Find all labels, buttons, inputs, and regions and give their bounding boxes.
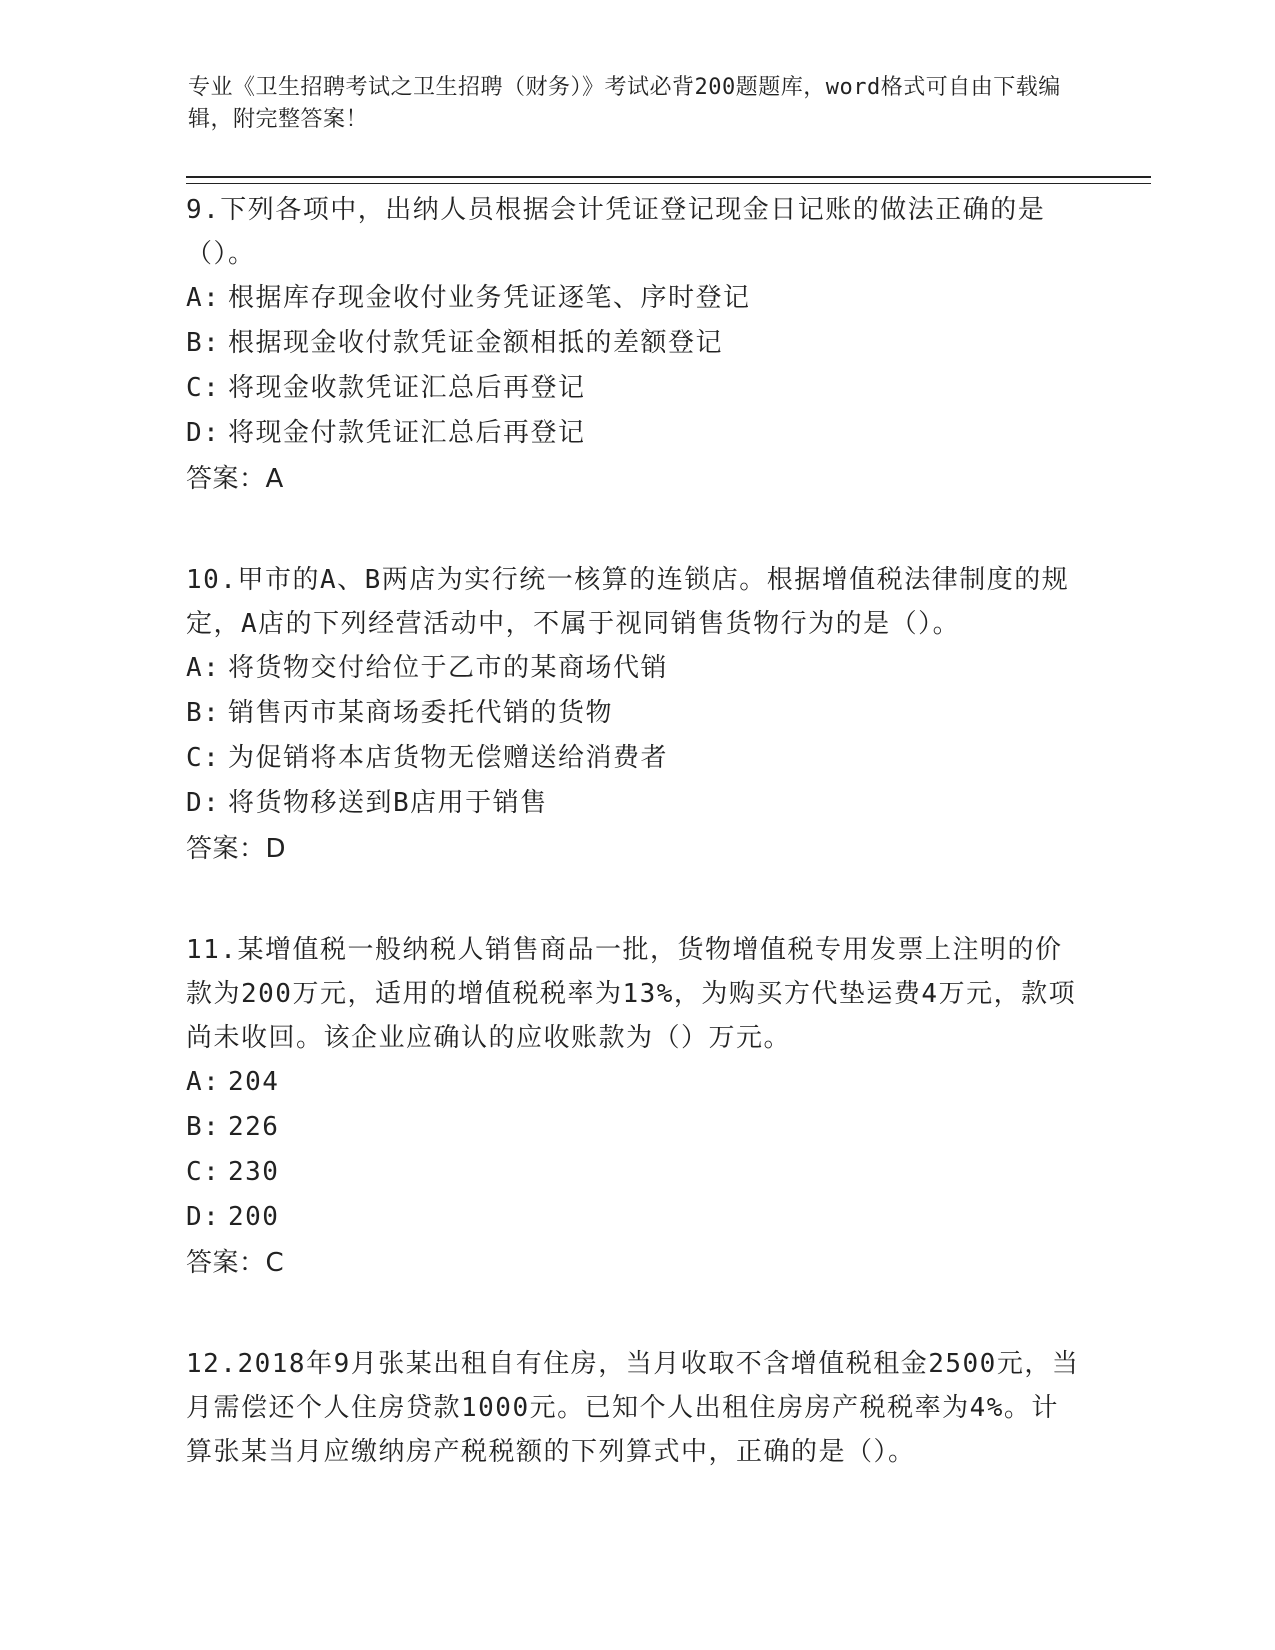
answer-line: 答案：D: [186, 834, 287, 864]
option-text: 根据现金收付款凭证金额相抵的差额登记: [228, 328, 724, 358]
option-c: [186, 366, 1086, 411]
option-text: 销售丙市某商场委托代销的货物: [228, 698, 614, 728]
option-letter: A:: [186, 283, 221, 313]
option-letter: B:: [186, 698, 221, 728]
option-a: [186, 1060, 1086, 1105]
answer-line: 答案：A: [186, 464, 284, 494]
option-letter: A:: [186, 653, 221, 683]
option-letter: D:: [186, 418, 221, 448]
option-text: 将现金付款凭证汇总后再登记: [228, 418, 586, 448]
question-stem: 12.2018年9月张某出租自有住房，当月收取不含增值税租金2500元，当月需偿还个人住房贷款1000元。已知个人出租住房房产税税率为4%。计算张某当月应缴纳房产税税额的下列算式中，正确的是（）。: [186, 1349, 1080, 1467]
option-b: [186, 691, 1086, 736]
question-stem: 11.某增值税一般纳税人销售商品一批，货物增值税专用发票上注明的价款为200万元，适用的增值税税率为13%，为购买方代垫运费4万元，款项尚未收回。该企业应确认的应收账款为（）万元。: [186, 935, 1077, 1053]
option-text: 将货物交付给位于乙市的某商场代销: [228, 653, 669, 683]
option-b: [186, 321, 1086, 366]
option-text: 将货物移送到B店用于销售: [228, 788, 548, 818]
option-text: 200: [228, 1202, 280, 1232]
question-11: [186, 928, 1086, 1286]
option-text: 226: [228, 1112, 280, 1142]
option-b: [186, 1105, 1086, 1150]
option-letter: C:: [186, 743, 221, 773]
option-c: [186, 1150, 1086, 1195]
option-text: 230: [228, 1157, 280, 1187]
question-list: [186, 188, 1086, 1530]
option-text: 为促销将本店货物无偿赠送给消费者: [228, 743, 669, 773]
question-stem: 10.甲市的A、B两店为实行统一核算的连锁店。根据增值税法律制度的规定，A店的下列经营活动中，不属于视同销售货物行为的是（）。: [186, 565, 1070, 639]
option-a: [186, 276, 1086, 321]
document-header: 专业《卫生招聘考试之卫生招聘（财务）》考试必背200题题库，word格式可自由下载编辑，附完整答案！: [188, 75, 1061, 132]
question-10: [186, 558, 1086, 872]
answer-line: 答案：C: [186, 1248, 285, 1278]
option-letter: B:: [186, 328, 221, 358]
option-c: [186, 736, 1086, 781]
option-letter: C:: [186, 1157, 221, 1187]
option-letter: D:: [186, 1202, 221, 1232]
option-text: 根据库存现金收付业务凭证逐笔、序时登记: [228, 283, 751, 313]
header-divider-thick: [186, 176, 1151, 178]
option-d: [186, 781, 1086, 826]
question-9: [186, 188, 1086, 502]
option-d: [186, 1195, 1086, 1240]
option-d: [186, 411, 1086, 456]
option-text: 将现金收款凭证汇总后再登记: [228, 373, 586, 403]
option-letter: D:: [186, 788, 221, 818]
option-letter: C:: [186, 373, 221, 403]
header-divider-thin: [186, 183, 1151, 184]
option-letter: A:: [186, 1067, 221, 1097]
option-text: 204: [228, 1067, 280, 1097]
option-a: [186, 646, 1086, 691]
option-letter: B:: [186, 1112, 221, 1142]
question-12: [186, 1342, 1086, 1474]
question-stem: 9.下列各项中，出纳人员根据会计凭证登记现金日记账的做法正确的是（）。: [186, 195, 1046, 269]
